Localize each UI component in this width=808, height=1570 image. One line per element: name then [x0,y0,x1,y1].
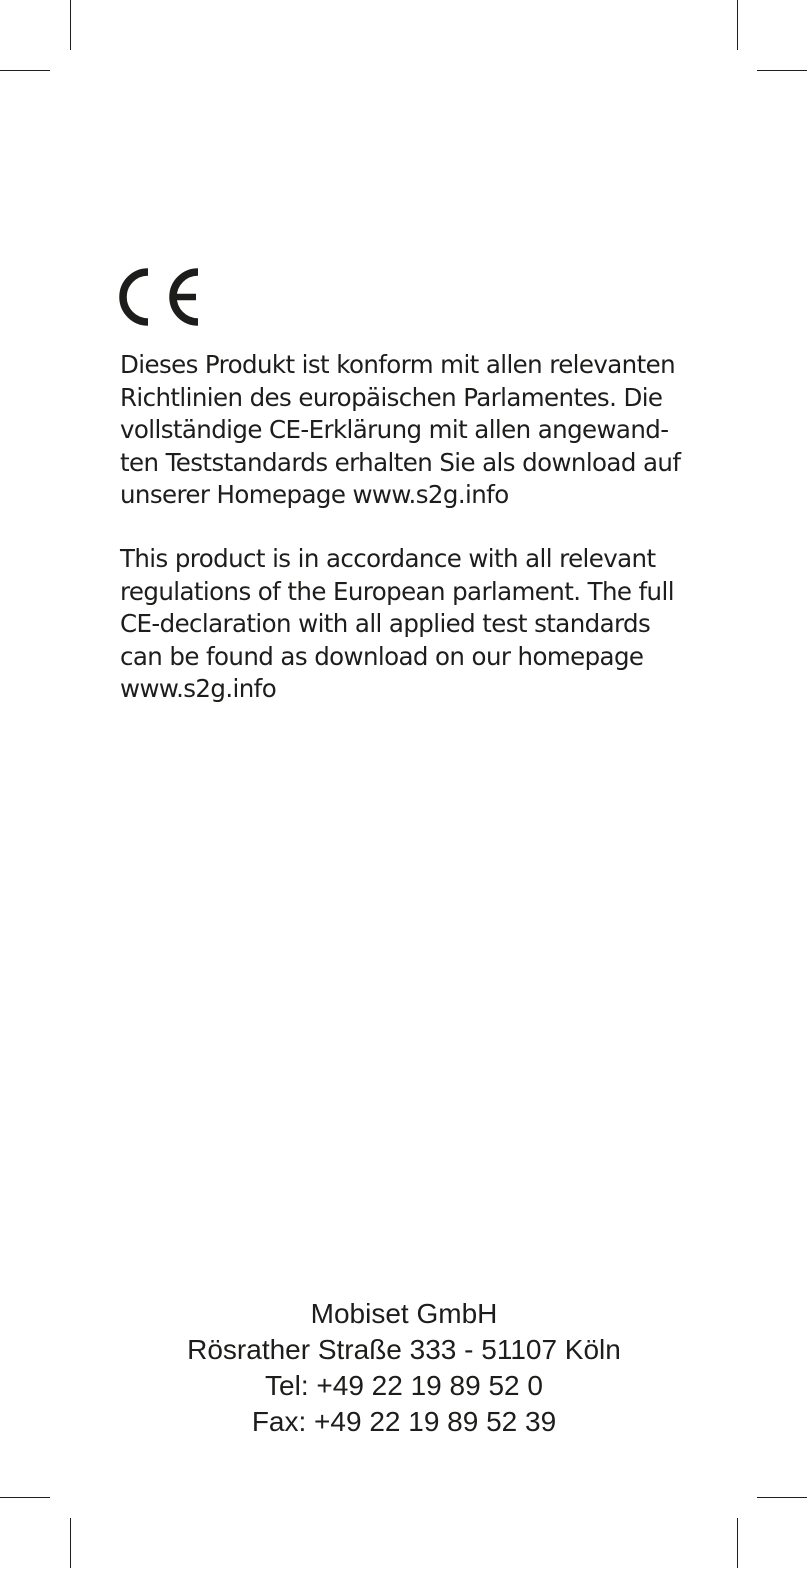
english-line: can be found as download on our homepage [120,641,644,671]
crop-mark-bottom-left-vertical [70,1518,71,1568]
ce-mark-icon [118,266,202,328]
crop-mark-bottom-left-horizontal [0,1497,50,1498]
german-declaration [120,349,760,512]
crop-mark-bottom-right-horizontal [757,1497,807,1498]
crop-mark-top-right-vertical [737,0,738,50]
english-declaration [120,543,760,706]
german-line: unserer Homepage www.s2g.info [120,480,509,509]
fax-number: Fax: +49 22 19 89 52 39 [251,1406,557,1437]
company-name: Mobiset GmbH [310,1298,498,1329]
german-line: ten Teststandards erhalten Sie als download auf [120,447,681,477]
company-address [0,1296,808,1440]
english-line: This product is in accordance with all relevant [120,544,656,573]
phone-number: Tel: +49 22 19 89 52 0 [265,1370,543,1401]
crop-mark-top-left-vertical [70,0,71,50]
german-line: Dieses Produkt ist konform mit allen relevanten [120,350,675,379]
street-address: Rösrather Straße 333 - 51107 Köln [187,1334,621,1365]
crop-mark-top-right-horizontal [757,70,807,71]
english-line: CE-declaration with all applied test standards [120,609,651,638]
german-line: vollständige CE-Erklärung mit allen angewand- [120,415,669,444]
crop-mark-top-left-horizontal [0,70,50,71]
english-line: www.s2g.info [120,674,277,703]
crop-mark-bottom-right-vertical [737,1518,738,1568]
english-line: regulations of the European parlament. The full [120,576,674,606]
german-line: Richtlinien des europäischen Parlamentes. Die [120,382,663,412]
